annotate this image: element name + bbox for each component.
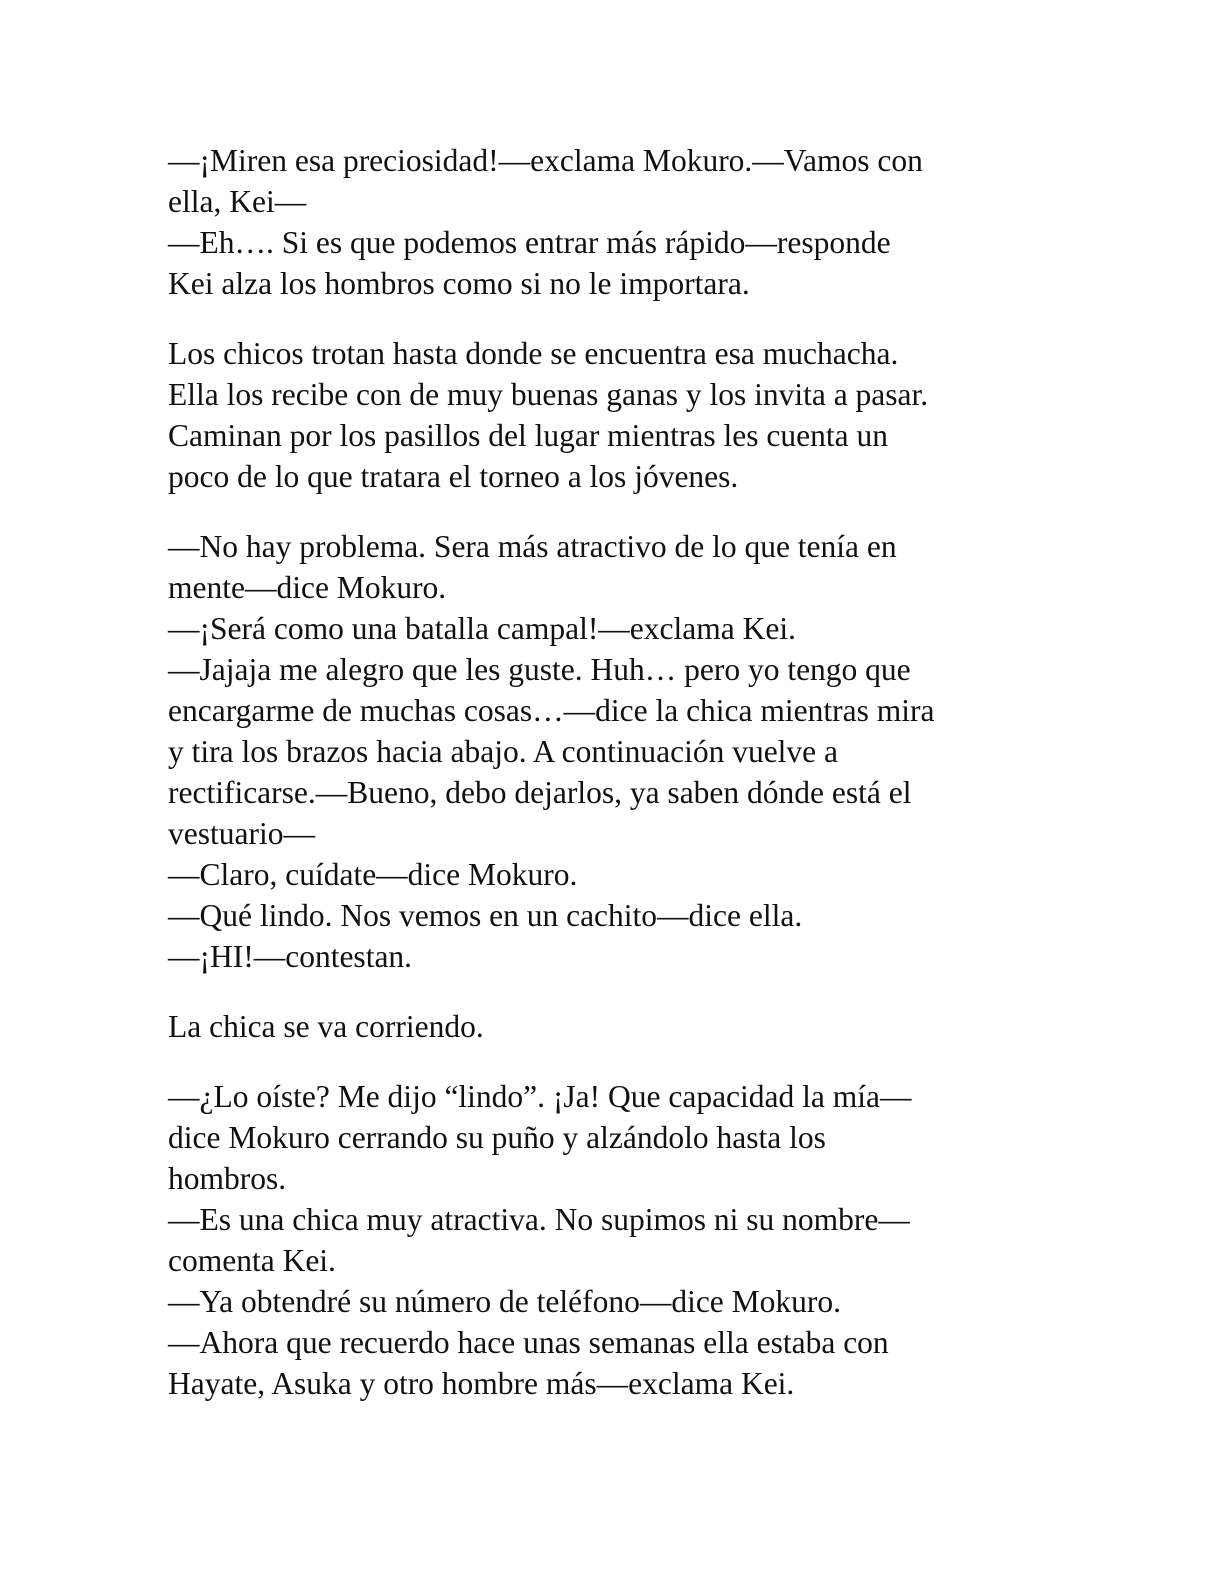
paragraph-4 [168, 1006, 1048, 1047]
text-line: comenta Kei. [168, 1243, 336, 1278]
paragraph-5 [168, 1076, 1048, 1404]
text-line: Kei alza los hombros como si no le importara. [168, 266, 750, 301]
paragraph-1 [168, 140, 1048, 304]
text-line: Ella los recibe con de muy buenas ganas y los invita a pasar. [168, 377, 929, 412]
text-line: —¡Miren esa preciosidad!—exclama Mokuro.—Vamos con [168, 143, 923, 178]
text-line: —Jajaja me alegro que les guste. Huh… pero yo tengo que [168, 652, 911, 687]
text-line: —Eh…. Si es que podemos entrar más rápido—responde [168, 225, 891, 260]
document-body [168, 140, 1048, 1433]
text-line: —Es una chica muy atractiva. No supimos ni su nombre— [168, 1202, 910, 1237]
paragraph-3 [168, 526, 1048, 977]
text-line: mente—dice Mokuro. [168, 570, 447, 605]
paragraph-2 [168, 333, 1048, 497]
text-line: Caminan por los pasillos del lugar mientras les cuenta un [168, 418, 888, 453]
text-line: hombros. [168, 1161, 287, 1196]
text-line: y tira los brazos hacia abajo. A continuación vuelve a [168, 734, 839, 769]
text-line: —Qué lindo. Nos vemos en un cachito—dice ella. [168, 898, 803, 933]
text-line: encargarme de muchas cosas…—dice la chica mientras mira [168, 693, 935, 728]
text-line: —No hay problema. Sera más atractivo de lo que tenía en [168, 529, 897, 564]
text-line: ella, Kei— [168, 184, 307, 219]
text-line: —Ahora que recuerdo hace unas semanas ella estaba con [168, 1325, 889, 1360]
text-line: —¿Lo oíste? Me dijo “lindo”. ¡Ja! Que capacidad la mía— [168, 1079, 912, 1114]
text-line: —Ya obtendré su número de teléfono—dice Mokuro. [168, 1284, 842, 1319]
text-line: rectificarse.—Bueno, debo dejarlos, ya saben dónde está el [168, 775, 912, 810]
text-line: —¡HI!—contestan. [168, 939, 413, 974]
text-line: poco de lo que tratara el torneo a los jóvenes. [168, 459, 739, 494]
text-line: —¡Será como una batalla campal!—exclama Kei. [168, 611, 796, 646]
text-line: dice Mokuro cerrando su puño y alzándolo hasta los [168, 1120, 826, 1155]
text-line: Los chicos trotan hasta donde se encuentra esa muchacha. [168, 336, 899, 371]
text-line: vestuario— [168, 816, 315, 851]
text-line: —Claro, cuídate—dice Mokuro. [168, 857, 578, 892]
text-line: La chica se va corriendo. [168, 1009, 484, 1044]
text-line: Hayate, Asuka y otro hombre más—exclama Kei. [168, 1366, 795, 1401]
